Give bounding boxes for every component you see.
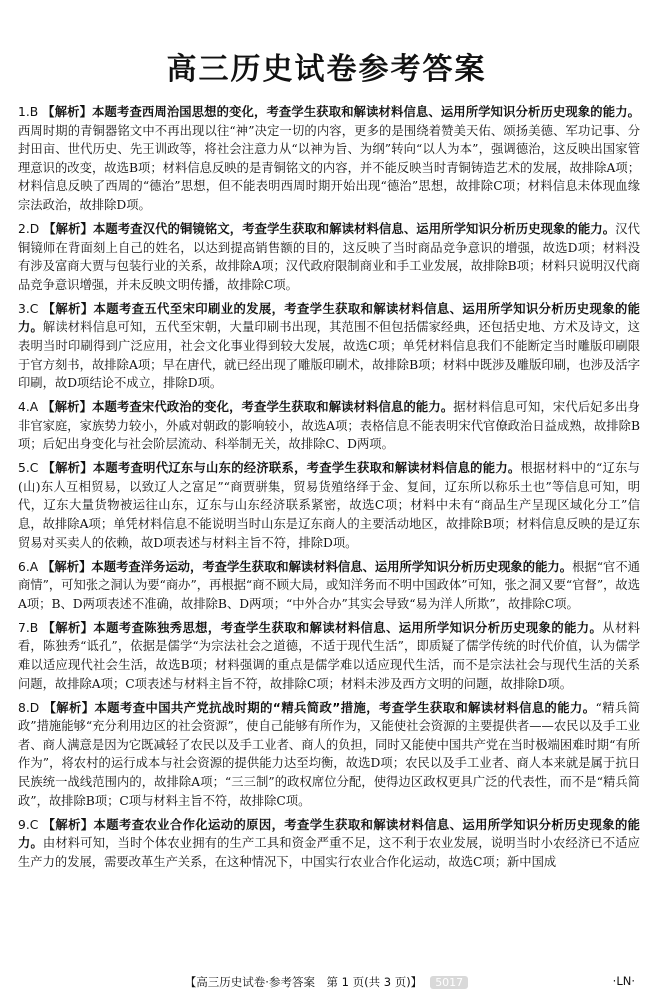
footer-center [0, 974, 653, 990]
answer-item-5 [18, 459, 640, 552]
page-title: 高三历史试卷参考答案 [166, 52, 487, 87]
footer-page-info: 【高三历史试卷·参考答案 第 1 页(共 3 页)】 [184, 975, 423, 989]
answer-heading: 本题考查陈独秀思想，考查学生获取和解读材料信息、运用所学知识分析历史现象的能力。 [93, 620, 603, 635]
answer-heading: 本题考查西周治国思想的变化，考查学生获取和解读材料信息、运用所学知识分析历史现象的能力。 [92, 105, 640, 119]
analysis-tag: 【解析】 [42, 817, 94, 832]
answer-number: 6.A [18, 559, 39, 574]
answer-item-4 [18, 398, 640, 454]
answer-body: 据材料信息可知，宋代后妃多出身非官家庭，家族势力较小，外戚对朝政的影响较小，故选A项；表格信息不能表明宋代官僚政治日益成熟，故排除B项；后妃出身变化与社会阶层流动、科举制无关，故排除C、D两项。 [18, 400, 640, 452]
answer-heading: 本题考查五代至宋印刷业的发展，考查学生获取和解读材料信息、运用所学知识分析历史现象的能力。 [18, 301, 640, 335]
analysis-tag: 【解析】 [43, 700, 95, 715]
answer-heading: 本题考查宋代政治的变化，考查学生获取和解读材料信息的能力。 [92, 400, 454, 415]
answer-heading: 本题考查汉代的铜镜铭文，考查学生获取和解读材料信息、运用所学知识分析历史现象的能力。 [93, 221, 616, 236]
analysis-tag: 【解析】 [42, 400, 93, 415]
answer-body: “精兵简政”措施能够“充分利用边区的社会资源”，使自己能够有所作为，又能使社会资源的主要提供者——农民以及手工业者、商人满意是因为它既减轻了农民以及手工业者、商人的负担，同时又能使中国共产党在当时极端困难时期“有所作为”，将农村的运行成本与社会资源的提供能力达至均衡，故选D项；农民以及手工业者、商人本来就是属于抗日民族统一战线范围内的，故排除A项；“三三制”的政权席位分配，使得边区政权更具广泛的代表性，而不是“精兵简政”，故排除B项；C项与材料主旨不符，故排除C项。 [18, 700, 640, 808]
answer-number: 9.C [18, 817, 39, 832]
answer-number: 1.B [18, 105, 39, 119]
page-footer [0, 974, 653, 994]
answer-item-1 [18, 103, 640, 215]
answer-heading: 本题考查农业合作化运动的原因，考查学生获取和解读材料信息、运用所学知识分析历史现象的能力。 [18, 817, 640, 851]
answer-body: 从材料看，陈独秀“诋孔”，依据是儒学“为宗法社会之道德，不适于现代生活”，即质疑了儒学传统的时代价值，认为儒学难以适应现代社会生活，故选B项；材料强调的重点是儒学难以适应现代生活，而不是宗法社会与现代生活的关系问题，故排除A项；C项表述与材料主旨不符，故排除C项；材料未涉及西方文明的问题，故排除D项。 [18, 620, 640, 691]
analysis-tag: 【解析】 [42, 620, 94, 635]
analysis-tag: 【解析】 [42, 461, 93, 476]
answer-body: 西周时期的青铜器铭文中不再出现以往“神”决定一切的内容，更多的是围绕着赞美天佑、颂扬美德、军功记事、分封田亩、世代历史、先王训政等，将社会注意力从“以神为旨、为纲”转向“以人为本”，强调德治，这反映出国家管理意识的改变，故选B项；材料信息反映的是青铜铭文的内容，并不能反映当时青铜铸造艺术的发展，故排除A项；材料信息反映了西周的“德治”思想，但不能表明西周时期开始出现“德治”思想，故排除C项；材料信息未体现血缘宗法政治，故排除D项。 [18, 123, 640, 212]
answer-item-8 [18, 699, 640, 811]
answer-body: 汉代铜镜师在背面刻上自己的姓名，以达到提高销售额的目的，这反映了当时商品竞争意识的增强，故选D项；材料没有涉及富商大贾与包装行业的关系，故排除A项；汉代政府限制商业和手工业发展，故排除B项；材料只说明汉代商品竞争意识增强，并未反映文明传播，故排除C项。 [18, 221, 640, 292]
answer-number: 7.B [18, 620, 39, 635]
answer-body: 根据材料中的“辽东与(山)东人互相贸易，以致辽人之富足”“商贾骈集，贸易货殖络绎于金、复间，辽东所以称乐土也”等信息可知，明代，辽东大量货物被运往山东，辽东与山东经济联系紧密，故选C项；材料中未有“商品生产呈现区域化分工”信息，故排除A项；单凭材料信息不能说明当时山东是辽东商人的主要活动地区，故排除B项；材料信息反映的是辽东贸易对买卖人的依赖，故D项表述与材料主旨不符，排除D项。 [18, 461, 640, 550]
answer-heading: 本题考查洋务运动，考查学生获取和解读材料信息、运用所学知识分析历史现象的能力。 [91, 559, 573, 574]
answer-number: 8.D [18, 700, 40, 715]
analysis-tag: 【解析】 [42, 301, 94, 316]
answer-item-9 [18, 816, 640, 872]
answer-number: 3.C [18, 301, 39, 316]
footer-region-code: ·LN· [612, 974, 635, 988]
answer-body: 由材料可知，当时个体农业拥有的生产工具和资金严重不足，这不利于农业发展，说明当时小农经济已不适应生产力的发展，需要改革生产关系，在这种情况下，中国实行农业合作化运动，故选C项；新中国成 [18, 836, 640, 869]
analysis-tag: 【解析】 [42, 559, 92, 574]
answer-number: 4.A [18, 400, 39, 415]
answer-number: 2.D [18, 221, 40, 236]
answer-heading: 本题考查明代辽东与山东的经济联系，考查学生获取和解读材料信息的能力。 [92, 461, 521, 476]
answer-body: 根据“官不通商情”，可知张之洞认为要“商办”，再根据“商不顾大局，或知洋务而不明中国政体”可知，张之洞又要“官督”，故选A项；B、D两项表述不准确，故排除B、D两项；“中外合办”其实会导致“易为洋人所欺”，故排除C项。 [18, 559, 640, 611]
analysis-tag: 【解析】 [42, 105, 93, 119]
answer-heading: 本题考查中国共产党抗战时期的“精兵简政”措施，考查学生获取和解读材料信息的能力。 [94, 700, 596, 715]
answer-item-3 [18, 300, 640, 393]
answer-item-2 [18, 220, 640, 294]
answer-item-6 [18, 558, 640, 614]
footer-code-badge: 5017 [430, 976, 468, 989]
answer-number: 5.C [18, 461, 39, 476]
analysis-tag: 【解析】 [43, 221, 93, 236]
answer-body: 解读材料信息可知，五代至宋朝，大量印刷书出现，其范围不但包括儒家经典，还包括史地、方术及诗文，这表明当时印刷得到广泛应用，社会文化事业得到较大发展，故选C项；单凭材料信息我们不能断定当时雕版印刷限于官方刻书，故排除A项；早在唐代，就已经出现了雕版印刷术，故排除B项；材料中既涉及雕版印刷，也涉及活字印刷，故D项结论不成立，排除D项。 [18, 320, 640, 391]
answer-item-7 [18, 619, 640, 693]
answer-list [18, 103, 640, 877]
